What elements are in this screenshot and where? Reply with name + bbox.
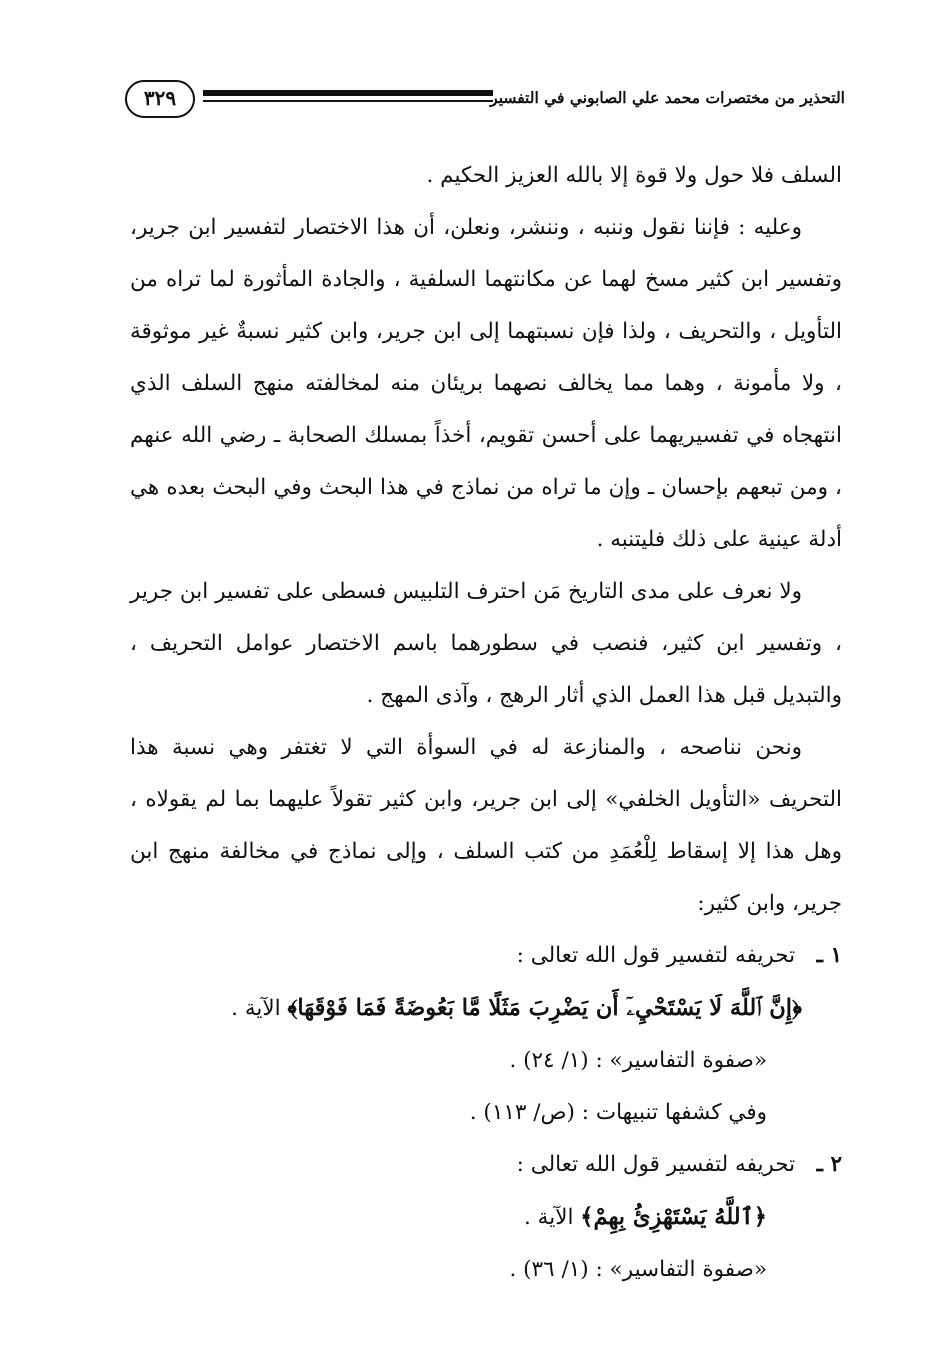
quran-verse: ﴿ٱللَّهُ يَسْتَهْزِئُ بِهِمْ﴾ xyxy=(580,1204,767,1230)
list-item xyxy=(130,1139,842,1296)
paragraph-continuation: السلف فلا حول ولا قوة إلا بالله العزيز الحكيم . xyxy=(426,163,842,188)
paragraph: وعليه : فإننا نقول وننبه ، وننشر، ونعلن، أن هذا الاختصار لتفسير ابن جرير، وتفسير ابن كثير مسخ لهما عن مكانتهما السلفية ، والجادة المأثورة لما تراه من التأويل ، والتحريف ، ولذا فإن نسبتهما إلى ابن جرير، وابن كثير نسبةٌ غير موثوقة ، ولا مأمونة ، وهما مما يخالف نصهما بريئان منه لمخالفته منهج السلف الذي انتهجاه في تفسيريهما على أحسن تقويم، أخذاً بمسلك الصحابة ـ رضي الله عنهم ، ومن تبعهم بإحسان ـ وإن ما تراه من نماذج في هذا البحث وفي البحث بعده هي أدلة عينية على ذلك فليتنبه . xyxy=(130,215,842,552)
reference-line: «صفوة التفاسير» : (١/ ٣٦) . xyxy=(509,1257,767,1282)
quran-verse: ﴿إِنَّ ٱللَّهَ لَا يَسْتَحْيِۦٓ أَن يَضْرِبَ مَثَلًا مَّا بَعُوضَةً فَمَا فَوْقَهَا﴾ xyxy=(287,995,802,1021)
list-item-heading-line xyxy=(130,930,842,982)
list-item-number: ٢ ـ xyxy=(816,1152,842,1177)
list-item xyxy=(130,930,842,1139)
quran-verse-line xyxy=(130,1191,842,1244)
list-item-heading: تحريفه لتفسير قول الله تعالى : xyxy=(516,943,796,968)
list-item-heading: تحريفه لتفسير قول الله تعالى : xyxy=(516,1152,796,1177)
quran-verse-line xyxy=(130,982,842,1035)
running-title: التحذير من مختصرات محمد علي الصابوني في التفسير xyxy=(490,88,845,107)
reference-line: «صفوة التفاسير» : (١/ ٢٤) . xyxy=(509,1048,767,1073)
verse-tail: الآية . xyxy=(231,996,281,1021)
header-rule-thin xyxy=(203,100,493,102)
header-rule xyxy=(203,90,493,108)
paragraph: ونحن نناصحه ، والمنازعة له في السوأة التي لا تغتفر وهي نسبة هذا التحريف «التأويل الخلفي» إلى ابن جرير، وابن كثير تقولاً عليهما بما لم يقولاه ، وهل هذا إلا إسقاط لِلْعُمَدِ من كتب السلف ، وإلى نماذج في مخالفة منهج ابن جرير، وابن كثير: xyxy=(130,735,842,916)
reference-line: وفي كشفها تنبيهات : (ص/ ١١٣) . xyxy=(469,1100,767,1125)
list-item-number: ١ ـ xyxy=(816,943,842,968)
list-item-heading-line xyxy=(130,1139,842,1191)
header-rule-thick xyxy=(203,90,493,96)
paragraph: ولا نعرف على مدى التاريخ مَن احترف التلبيس فسطى على تفسير ابن جرير ، وتفسير ابن كثير، فنصب في سطورهما باسم الاختصار عوامل التحريف ، والتبديل قبل هذا العمل الذي أثار الرهج ، وآذى المهج . xyxy=(130,579,842,708)
examples-list xyxy=(130,930,842,1296)
page-number-badge: ٣٢٩ xyxy=(125,80,195,118)
running-header xyxy=(125,80,845,120)
body-text xyxy=(130,150,842,1296)
verse-tail: الآية . xyxy=(524,1205,574,1230)
